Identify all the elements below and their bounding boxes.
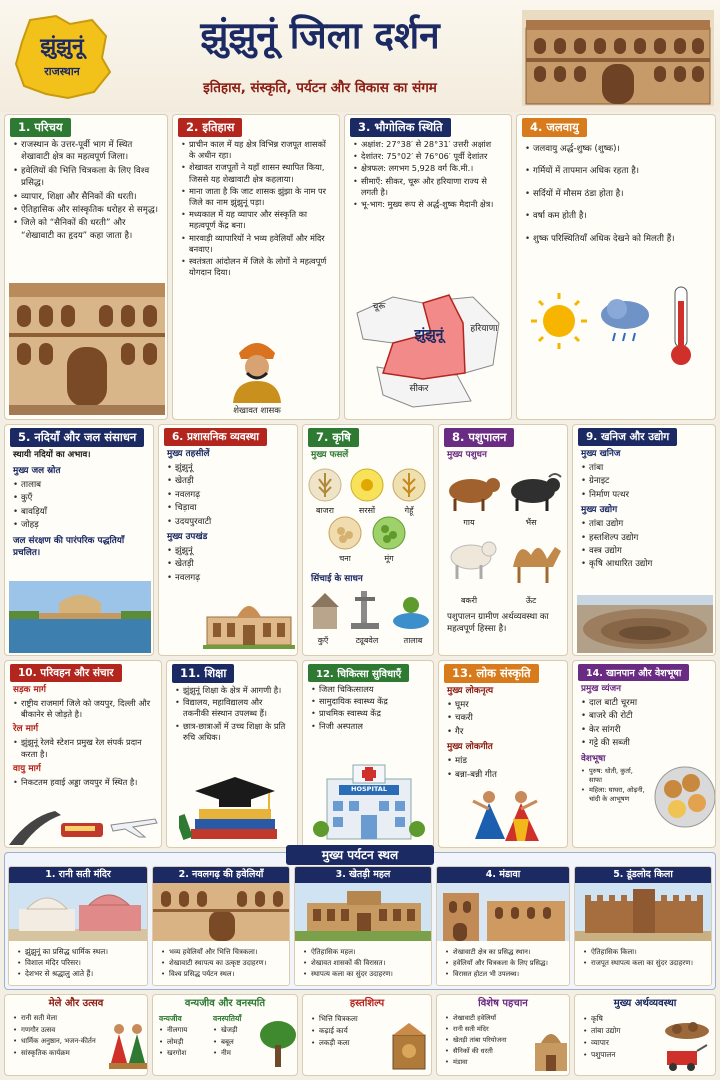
food-title: 14. खानपान और वेशभूषा (578, 664, 689, 681)
crop-label: बाजरा (316, 506, 334, 515)
list-item: • ऐतिहासिक और सांस्कृतिक धरोहर से समृद्ध। (13, 204, 161, 216)
list-item: • मांड (447, 755, 561, 767)
list-item: • लोमड़ी (159, 1037, 211, 1048)
list-item: • झुंझुनूं शिक्षा के क्षेत्र में आगणी है। (175, 685, 291, 696)
geo-list (345, 137, 511, 210)
identity-list (437, 1013, 535, 1067)
list-item: • नीलगाय (159, 1025, 211, 1036)
nawalgarh-haveli-image (153, 883, 290, 941)
place-name: 5. डूंडलोद किला (575, 867, 711, 883)
livestock-label: ऊँट (525, 596, 537, 605)
fairs-card (4, 994, 148, 1076)
list-item: • जिला चिकित्सालय (311, 684, 427, 695)
fairs-list (5, 1013, 111, 1058)
tourism-title: मुख्य पर्यटन स्थल (286, 845, 434, 865)
admin-title: 6. प्रशासनिक व्यवस्था (164, 428, 267, 446)
list-item: • मध्यकाल में यह व्यापार और संस्कृति का महत्वपूर्ण केंद्र बना। (181, 209, 333, 231)
list-item: • राजपूत स्थापत्य कला का सुंदर उदाहरण। (583, 958, 705, 968)
list-item: • विद्यालय, महाविद्यालय और तकनीकी संस्थान उपलब्ध हैं। (175, 697, 291, 719)
transport-icons (9, 807, 159, 845)
health-card (302, 660, 434, 848)
folk-dancers-icon (467, 789, 543, 845)
list-item: • विश्व प्रसिद्ध पर्यटन स्थल। (161, 969, 283, 979)
list-item: • प्राथमिक स्वास्थ्य केंद्र (311, 708, 427, 719)
education-list (167, 683, 297, 743)
road-heading: सड़क मार्ग (13, 685, 46, 695)
tehsil-list (159, 460, 297, 528)
list-item: • सामुदायिक स्वास्थ्य केंद्र (311, 696, 427, 707)
place-name: 1. रानी सती मंदिर (9, 867, 147, 883)
transport-title: 10. परिवहन और संचार (10, 664, 122, 682)
craft-title: हस्तशिल्प (349, 998, 385, 1009)
list-item: • अक्षांश: 27°38′ से 28°31′ उत्तरी अक्षांश (353, 139, 505, 150)
list-item: • गैर (447, 726, 561, 738)
irrigation-heading: सिंचाई के साधन (311, 574, 363, 584)
list-item: • विशाल मंदिर परिसर। (17, 958, 141, 968)
road-text: • राष्ट्रीय राजमार्ग जिले को जयपुर, दिल्ली और बीकानेर से जोड़ते है। (13, 698, 155, 720)
list-item: • बावड़ियाँ (13, 506, 147, 518)
admin-card (158, 424, 298, 656)
list-item: • क्षेत्रफल: लगभग 5,928 वर्ग कि.मी.। (353, 163, 505, 174)
map-south-label: सीकर (409, 384, 429, 394)
mandawa-image (437, 883, 570, 941)
song-heading: मुख्य लोकगीत (447, 742, 493, 753)
crop-label: गेहूँ (404, 506, 414, 515)
list-item: • जलवायु अर्द्ध-शुष्क (शुष्क)। (525, 143, 709, 155)
badge-title: झुंझुनूं (40, 34, 84, 58)
list-item: • महिला: घाघरा, ओढ़नी, चांदी के आभूषण (581, 786, 645, 804)
crop-label: सरसों (358, 506, 376, 515)
list-item: • बबूल (213, 1037, 263, 1048)
craft-list (303, 1013, 391, 1048)
air-text: • निकटतम हवाई अड्डा जयपुर में स्थित है। (13, 777, 155, 788)
food-dress-card (572, 660, 716, 848)
dance-list (439, 697, 567, 738)
crops-heading: मुख्य फसलें (311, 450, 349, 460)
place-list (295, 945, 431, 979)
livestock-heading: मुख्य पशुधन (447, 450, 487, 460)
hospital-image (313, 759, 425, 843)
list-item: • झुंझुनूं का प्रसिद्ध धार्मिक स्थल। (17, 947, 141, 957)
health-title: 12. चिकित्सा सुविधाएँ (308, 664, 409, 682)
list-item: • सर्दियों में मौसम ठंडा होता है। (525, 188, 709, 200)
industries-heading: मुख्य उद्योग (581, 505, 618, 516)
history-card (172, 114, 340, 420)
industries-list (573, 516, 715, 571)
list-item: • खेतड़ी (167, 558, 291, 570)
list-item: • चकरी (447, 712, 561, 724)
economy-list (575, 1013, 661, 1060)
animal-husbandry-card (438, 424, 568, 656)
list-item: • भित्ति चित्रकला (311, 1013, 385, 1024)
climate-list (517, 137, 715, 245)
crop-label: चना (339, 554, 351, 563)
animal-text: पशुपालन ग्रामीण अर्थव्यवस्था का महत्वपूर्ण हिस्सा है। (447, 612, 549, 634)
wildlife-card (152, 994, 298, 1076)
geo-card (344, 114, 512, 420)
camel-icon (513, 547, 561, 583)
tourist-place-card (8, 866, 148, 986)
identity-title: विशेष पहचान (478, 998, 528, 1009)
list-item: • नीम (213, 1048, 263, 1059)
list-item: • स्वतंत्रता आंदोलन में जिले के लोगों ने महत्वपूर्ण योगदान दिया। (181, 256, 333, 278)
sun-icon (531, 293, 587, 349)
books-graduation-cap-icon (179, 765, 289, 843)
rivers-conservation: जल संरक्षण की पारंपरिक पद्धतियाँ प्रचलित। (13, 535, 125, 558)
geo-title: 3. भौगोलिक स्थिति (350, 118, 451, 137)
list-item: • ग्रेनाइट (581, 475, 709, 487)
place-list (575, 945, 711, 968)
thermometer-icon (671, 287, 691, 365)
list-item: • शेखावाटी क्षेत्र का प्रसिद्ध स्थान। (445, 947, 563, 957)
list-item: • पुरुष: धोती, कुर्ता, साफा (581, 767, 645, 785)
list-item: • जिले को “सैनिकों की धरती” और “शेखावाटी का हृदय” कहा जाता है। (13, 217, 161, 242)
place-name: 2. नवलगढ़ की हवेलियाँ (153, 867, 289, 883)
list-item: • चिड़ावा (167, 502, 291, 514)
dance-heading: मुख्य लोकनृत्य (447, 686, 494, 696)
list-item: • शेखावाटी स्थापत्य का उत्कृष्ट उदाहरण। (161, 958, 283, 968)
folk-culture-card (438, 660, 568, 848)
list-item: • नवलगढ़ (167, 489, 291, 501)
rail-text: • झुंझुनूं रेलवे स्टेशन प्रमुख रेल संपर्क प्रदान करता है। (13, 737, 155, 759)
rivers-text: स्थायी नदियों का अभाव। (13, 450, 91, 460)
haveli-header-image (522, 10, 714, 106)
irrigation-icons (307, 587, 431, 635)
map-center-label: झुंझुनूं (414, 327, 444, 343)
list-item: • शेखावत राजपूतों ने यहाँ शासन स्थापित किया, जिससे यह शेखावाटी क्षेत्र कहलाया। (181, 162, 333, 184)
list-item: • भू-भाग: मुख्य रूप से अर्द्ध-शुष्क मैदानी क्षेत्र। (353, 199, 505, 210)
history-title: 2. इतिहास (178, 118, 242, 137)
history-caption: शेखावत शासक (233, 406, 281, 416)
transport-card (4, 660, 162, 848)
list-item: • गणगौर उत्सव (13, 1025, 105, 1036)
header (0, 0, 720, 112)
list-item: • शेखावत शासकों की विरासत। (303, 958, 425, 968)
list-item: • राजस्थान के उत्तर-पूर्वी भाग में स्थित शेखावाटी क्षेत्र का महत्वपूर्ण जिला। (13, 139, 161, 164)
list-item: • खरगोश (159, 1048, 211, 1059)
fauna-list (157, 1025, 213, 1059)
minerals-heading: मुख्य खनिज (581, 449, 621, 459)
monument-icon (533, 1025, 569, 1073)
list-item: • उदयपुरवाटी (167, 516, 291, 528)
list-item: • ऐतिहासिक महल। (303, 947, 425, 957)
list-item: • लकड़ी कला (311, 1037, 385, 1048)
agri-title: 7. कृषि (308, 428, 359, 447)
list-item: • वस्त्र उद्योग (581, 545, 709, 557)
list-item: • ऐतिहासिक किला। (583, 947, 705, 957)
list-item: • हस्तशिल्प उद्योग (581, 532, 709, 544)
list-item: • सैनिकों की धरती (445, 1046, 529, 1056)
list-item: • छात्र-छात्राओं में उच्च शिक्षा के प्रति रुचि अधिक। (175, 721, 291, 743)
edu-title: 11. शिक्षा (172, 664, 234, 683)
list-item: • पशुपालन (583, 1049, 655, 1060)
rivers-title: 5. नदियाँ और जल संसाधन (10, 428, 144, 447)
list-item: • शुष्क परिस्थितियाँ अधिक देखने को मिलती हैं। (525, 233, 709, 245)
list-item: • बन्ना-बन्नी गीत (447, 769, 561, 781)
tourist-place-card (152, 866, 290, 986)
livestock-label: बकरी (460, 596, 478, 605)
flora-heading: वनस्पतियाँ (213, 1014, 242, 1023)
irrigation-label: तालाब (403, 636, 423, 645)
rani-sati-temple-image (9, 883, 148, 941)
list-item: • कढ़ाई कार्य (311, 1025, 385, 1036)
list-item: • गट्टे की सब्जी (581, 737, 709, 749)
crop-label: मूंग (384, 554, 394, 563)
list-item: • झुंझुनूं (167, 462, 291, 474)
tehsil-heading: मुख्य तहसीलें (167, 449, 210, 459)
tourist-place-card (294, 866, 432, 986)
list-item: • कुएँ (13, 492, 147, 504)
animal-title: 8. पशुपालन (444, 428, 514, 447)
list-item: • कृषि (583, 1013, 655, 1024)
gangaur-figures-icon (109, 1019, 147, 1073)
copper-mine-image (577, 595, 713, 653)
list-item: • जोहड़ (13, 519, 147, 531)
list-item: • प्राचीन काल में यह क्षेत्र विभिन्न राजपूत शासकों के अधीन रहा। (181, 139, 333, 161)
list-item: • गर्मियों में तापमान अधिक रहता है। (525, 165, 709, 177)
list-item: • धार्मिक अनुष्ठान, भजन-कीर्तन (13, 1036, 105, 1047)
list-item: • सांस्कृतिक कार्यक्रम (13, 1048, 105, 1059)
crop-icons (307, 467, 431, 567)
water-sources-list (5, 477, 153, 532)
list-item: • रानी सती मेला (13, 1013, 105, 1024)
economy-title: मुख्य अर्थव्यवस्था (613, 998, 677, 1009)
list-item: • स्थापत्य कला का सुंदर उदाहरण। (303, 969, 425, 979)
list-item: • झुंझुनूं (167, 545, 291, 557)
intro-card (4, 114, 168, 420)
list-item: • रानी सती मंदिर (445, 1024, 529, 1034)
agriculture-card (302, 424, 434, 656)
list-item: • भव्य हवेलियाँ और भित्ति चित्रकला। (161, 947, 283, 957)
list-item: • हवेलियाँ और चित्रकला के लिए प्रसिद्ध। (445, 958, 563, 968)
list-item: • दाल बाटी चूरमा (581, 697, 709, 709)
economy-card (574, 994, 716, 1076)
identity-card (436, 994, 570, 1076)
page-title: झुंझुनूं जिला दर्शन (200, 14, 440, 57)
list-item: • सीमाएँ: सीकर, चूरू और हरियाणा राज्य से लगती है। (353, 176, 505, 198)
handicraft-card (302, 994, 432, 1076)
list-item: • नवलगढ़ (167, 572, 291, 584)
song-list (439, 753, 567, 781)
livestock-label: भैंस (525, 518, 537, 527)
list-item: • खेतड़ी (167, 475, 291, 487)
list-item: • तांबा (581, 462, 709, 474)
page-subtitle: इतिहास, संस्कृति, पर्यटन और विकास का संगम (203, 80, 437, 96)
livestock-label: गाय (463, 518, 475, 527)
list-item: • देशभर से श्रद्धालु आते हैं। (17, 969, 141, 979)
badge-subtitle: राजस्थान (44, 65, 80, 78)
minerals-list (573, 460, 715, 501)
climate-card (516, 114, 716, 420)
khetri-mahal-image (295, 883, 432, 941)
list-item: • मारवाड़ी व्यापारियों ने भव्य हवेलियाँ और मंदिर बनवाए। (181, 233, 333, 255)
rail-heading: रेल मार्ग (13, 724, 39, 735)
list-item: • माना जाता है कि जाट शासक झुंझा के नाम पर जिले का नाम झुंझुनूं पड़ा। (181, 186, 333, 208)
folk-title: 13. लोक संस्कृति (444, 664, 539, 683)
intro-list (5, 137, 167, 242)
buffalo-icon (511, 474, 561, 511)
flora-list (211, 1025, 265, 1059)
fauna-heading: वन्यजीव (159, 1014, 182, 1023)
weather-icons (525, 285, 711, 369)
intro-title: 1. परिचय (10, 118, 71, 137)
handicraft-box-icon (389, 1017, 429, 1073)
list-item: • व्यापार, शिक्षा और सैनिकों की धरती। (13, 191, 161, 203)
irrigation-label: कुएँ (317, 636, 329, 645)
dish-heading: प्रमुख व्यंजन (581, 684, 622, 694)
place-list (437, 945, 569, 979)
air-heading: वायु मार्ग (13, 763, 41, 774)
grain-cart-icon (661, 1019, 713, 1073)
subdivision-heading: मुख्य उपखंड (167, 532, 208, 543)
list-item: • व्यापार (583, 1037, 655, 1048)
shekhawat-ruler-icon (225, 331, 289, 403)
rivers-heading: मुख्य जल स्रोत (13, 466, 61, 476)
list-item: • विरासत होटल भी उपलब्ध। (445, 969, 563, 979)
mineral-title: 9. खनिज और उद्योग (578, 428, 677, 446)
rain-cloud-icon (601, 299, 649, 341)
cow-icon (449, 478, 500, 511)
dress-list (573, 765, 651, 804)
place-list (9, 945, 147, 979)
place-name: 3. खेतड़ी महल (295, 867, 431, 883)
hospital-sign: HOSPITAL (351, 785, 387, 793)
health-list (303, 682, 433, 732)
list-item: • तांबा उद्योग (583, 1025, 655, 1036)
dress-heading: वेशभूषा (581, 753, 606, 764)
haveli-image (9, 283, 165, 415)
khejri-tree-icon (259, 1017, 297, 1071)
list-item: • तांबा उद्योग (581, 518, 709, 530)
list-item: • कृषि आधारित उद्योग (581, 558, 709, 570)
dundlod-fort-image (575, 883, 712, 941)
map-east-label: हरियाणा (470, 324, 498, 334)
list-item: • बाजरे की रोटी (581, 710, 709, 722)
subdivision-list (159, 543, 297, 584)
district-badge (10, 12, 114, 102)
livestock-icons (443, 467, 565, 597)
education-card (166, 660, 298, 848)
fairs-title: मेले और उत्सव (48, 998, 104, 1009)
rivers-card (4, 424, 154, 656)
stepwell-image (9, 581, 151, 653)
list-item: • देशांतर: 75°02′ से 76°06′ पूर्वी देशांतर (353, 151, 505, 162)
list-item: • खेतड़ी तांबा परियोजना (445, 1035, 529, 1045)
goat-icon (451, 542, 496, 579)
dish-list (573, 695, 715, 750)
history-list (173, 137, 339, 278)
dal-bati-plate-icon (651, 753, 715, 833)
list-item: • घूमर (447, 699, 561, 711)
list-item: • खेजड़ी (213, 1025, 263, 1036)
place-list (153, 945, 289, 979)
list-item: • वर्षा कम होती है। (525, 210, 709, 222)
map-north-label: चूरू (372, 302, 386, 312)
wildlife-title: वन्यजीव और वनस्पति (184, 998, 266, 1009)
tourist-place-card (574, 866, 712, 986)
list-item: • तालाब (13, 479, 147, 491)
list-item: • निर्माण पत्थर (581, 489, 709, 501)
climate-title: 4. जलवायु (522, 118, 587, 137)
list-item: • शेखावाटी हवेलियाँ (445, 1013, 529, 1023)
irrigation-label: ट्यूबवेल (355, 636, 379, 645)
list-item: • मंडावा (445, 1057, 529, 1067)
tourist-place-card (436, 866, 570, 986)
government-building-image (203, 593, 295, 649)
list-item: • हवेलियों की भित्ति चित्रकला के लिए विश्व प्रसिद्ध। (13, 165, 161, 190)
minerals-card (572, 424, 716, 656)
list-item: • निजी अस्पताल (311, 721, 427, 732)
place-name: 4. मंडावा (437, 867, 569, 883)
list-item: • केर सांगरी (581, 724, 709, 736)
